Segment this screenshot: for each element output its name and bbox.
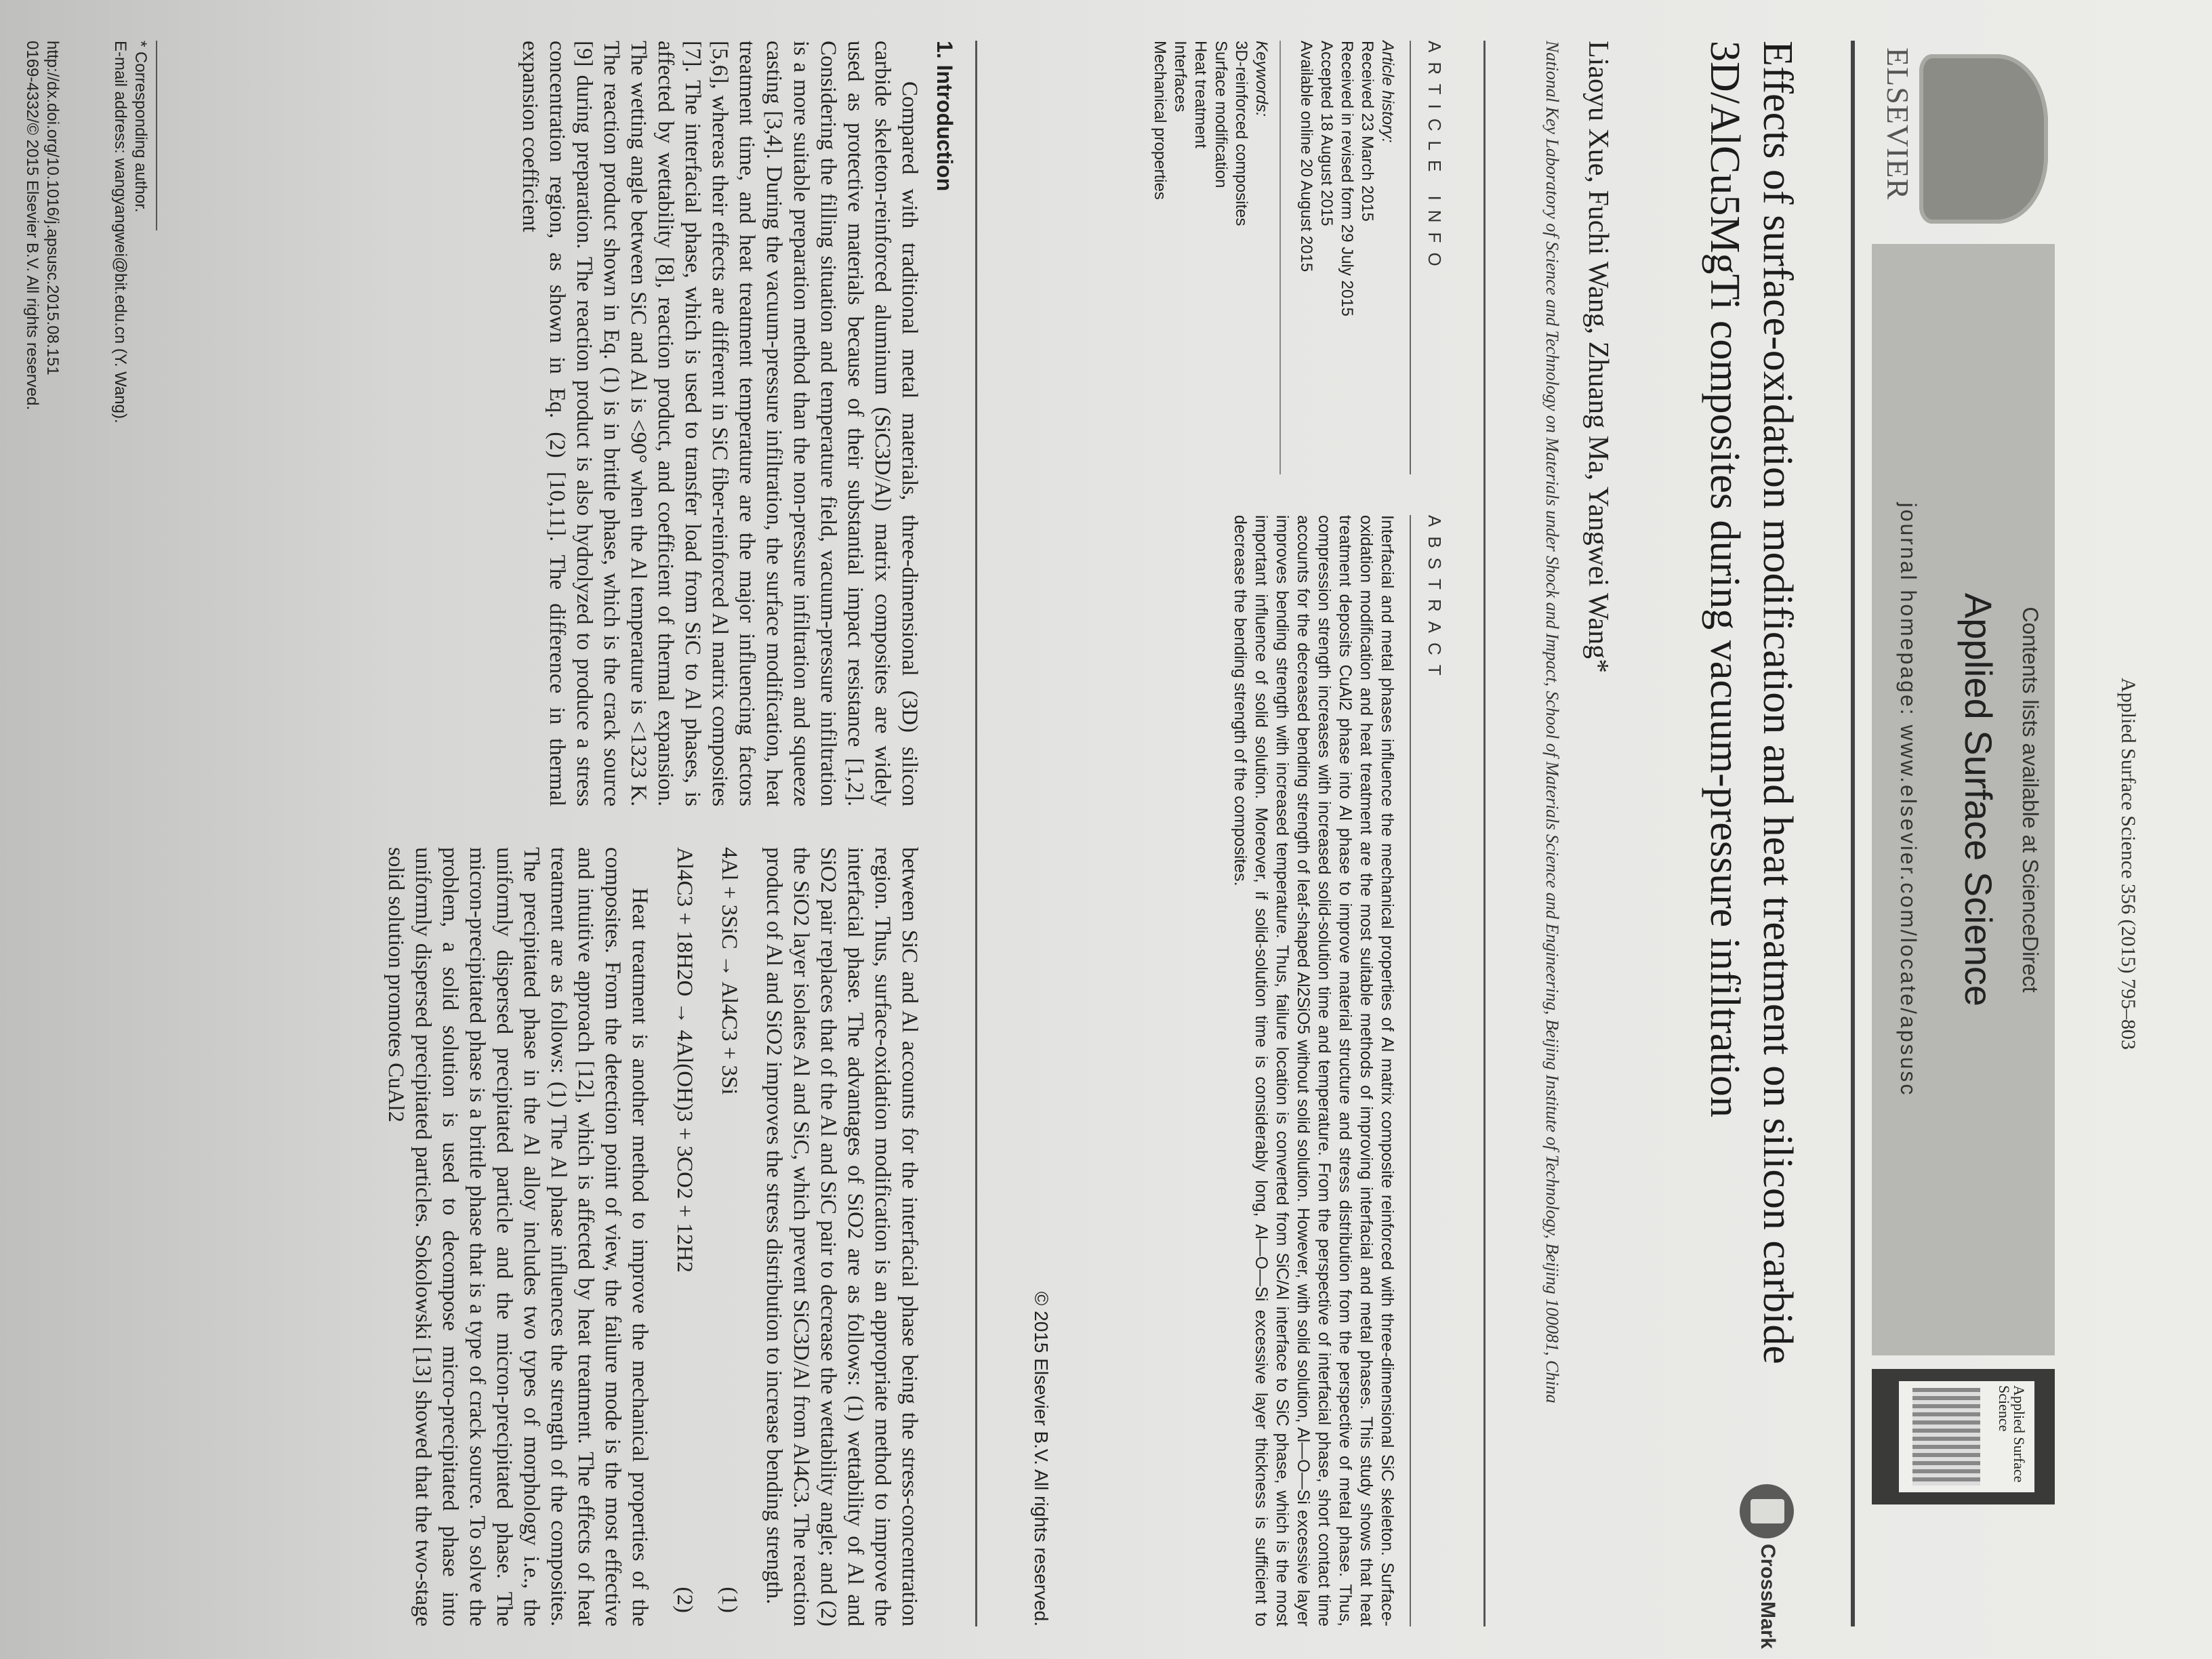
journal-title: Applied Surface Science bbox=[1957, 592, 2000, 1007]
journal-cover bbox=[1872, 1369, 2055, 1504]
history-item: Received 23 March 2015 bbox=[1358, 41, 1376, 222]
author-list: Liaoyu Xue, Fuchi Wang, Zhuang Ma, Yangwei Wang* bbox=[1582, 41, 1614, 674]
doi-block bbox=[22, 41, 62, 410]
doi-link[interactable]: http://dx.doi.org/10.1016/j.apsusc.2015.08.151 bbox=[43, 41, 62, 375]
keyword-item: Interfaces bbox=[1171, 41, 1189, 112]
intro-paragraph: Compared with traditional metal materials, three-dimensional (3D) silicon carbide skeleton-reinforced aluminum (SiC3D/Al) matrix composites are widely used as protective materials because of their substantial impact resistance [1,2]. Considering the filling situation and temperature field, vacuum-pressure infiltration is a more suitable preparation method than the non-pressure infiltration and squeeze casting [3,4]. During the vacuum-pressure infiltration, the surface modification, heat treatment time, and heat treatment temperature are the major influencing factors [5,6], whereas their effects are different in SiC fiber-reinforced Al matrix composites [7]. The interfacial phase, which is used to transfer load from SiC to Al phases, is affected by wettability [8], reaction product, and coefficient of thermal expansion. The wetting angle between SiC and Al is <90° when the Al temperature is <1323 K. The reaction product shown in Eq. (1) is in brittle phase, which is the crack source [9] during preparation. The reaction product is also hydrolyzed to produce a stress concentration region, as shown in Eq. (2) [10,11]. The difference in thermal expansion coefficient bbox=[518, 41, 922, 806]
body-right-column bbox=[382, 847, 923, 1626]
abstract-heading: ABSTRACT bbox=[1425, 515, 1445, 685]
crossmark-badge[interactable] bbox=[1726, 1484, 1794, 1650]
keyword-item: 3D-reinforced composites bbox=[1232, 41, 1250, 226]
article-info-rule bbox=[1410, 41, 1411, 474]
journal-masthead bbox=[1872, 41, 2055, 1626]
contents-line: Contents lists available at ScienceDirect bbox=[2018, 607, 2043, 993]
equation-2-formula: Al4C3 + 18H2O → 4Al(OH)3 + 3CO2 + 12H2 bbox=[672, 847, 697, 1273]
crossmark-label: CrossMark bbox=[1757, 1544, 1779, 1650]
affiliation: National Key Laboratory of Science and Technology on Materials under Shock and Impact, School of Materials Science and Engineering, Beijing Institute of Technology, Beijing 100081, China bbox=[1542, 41, 1562, 1404]
equation-2 bbox=[671, 847, 698, 1626]
keywords-label: Keywords: bbox=[1252, 41, 1271, 117]
equation-1 bbox=[716, 847, 743, 1626]
keyword-item: Heat treatment bbox=[1191, 41, 1210, 148]
article-info-heading: ARTICLE INFO bbox=[1425, 41, 1445, 276]
corresponding-author-note: * Corresponding author. bbox=[131, 41, 150, 213]
history-label: Article history: bbox=[1378, 41, 1397, 143]
history-item: Accepted 18 August 2015 bbox=[1317, 41, 1336, 226]
journal-homepage: journal homepage: www.elsevier.com/locate/apsusc bbox=[1896, 502, 1921, 1097]
cover-title: Applied Surface Science bbox=[1996, 1385, 2028, 1483]
intro-paragraph: Heat treatment is another method to improve the mechanical properties of the composites. From the detection point of view, the failure mode is the most effective and intuitive approach [12], which is affected by heat treatment. The effects of heat treatment are as follows: (1) The Al phase influences the strength of the composites. The precipitated phase in the Al alloy includes two types of morphology i.e., the uniformly dispersed precipitated particle and the micron-precipitated phase. The micron-precipitated phase is a brittle phase that is a type of crack source. To solve the problem, a solid solution is used to decompose micro-precipitated phase into uniformly dispersed precipitated particles. Sokolowski [13] showed that the two-stage solid solution promotes CuAl2 bbox=[384, 847, 652, 1626]
title-rule bbox=[1483, 41, 1486, 1626]
email-address[interactable]: E-mail address: wangyangwei@bit.edu.cn (Y. Wang). bbox=[111, 41, 129, 424]
cover-art-icon bbox=[1912, 1388, 1980, 1486]
keyword-item: Surface modification bbox=[1212, 41, 1230, 188]
body-left-column bbox=[516, 41, 923, 806]
intro-paragraph: between SiC and Al accounts for the interfacial phase being the stress-concentration region. Thus, surface-oxidation modification is an appropriate method to improve the interfacial phase. The advantages of SiO2 are as follows: (1) wettability of Al and SiO2 pair replaces that of the Al and SiC pair to decrease the wettability angle; and (2) the SiO2 layer isolates Al and SiC, which prevent SiC3D/Al from Al4C3. The reaction product of Al and SiO2 improves the stress distribution to increase bending strength. bbox=[762, 847, 922, 1626]
abstract-text: Interfacial and metal phases influence the mechanical properties of Al matrix composite reinforced with three-dimensional SiC skeleton. Surface-oxidation modification and heat treatment are the most suitable methods of improving interfacial and metal phases. This study shows that heat treatment deposits CuAl2 phase into Al phase to improve material structure and stress distribution from the perspective of metal phase. Thus, compression strength increases with increased solid-solution time and temperature. From the perspective of interfacial phase, short contact time accounts for the decreased bending strength of leaf-shaped Al2SiO5 without solid solution. However, with solid solution, Al—O—Si excessive layer improves bending strength with increased temperature. Thus, failure location is converted from SiC/Al interface to SiC phase, which is the most important influence of solid solution. Moreover, if solid-solution time is considerably long, Al—O—Si excessive layer thickness is sufficient to decrease the bending strength of the composites. bbox=[1231, 515, 1397, 1626]
footnote-rule bbox=[156, 41, 157, 230]
publisher-name: ELSEVIER bbox=[1881, 47, 1915, 201]
abstract-bottom-rule bbox=[975, 41, 977, 1626]
running-header: Applied Surface Science 356 (2015) 795–803 bbox=[2117, 678, 2139, 1050]
keywords-rule bbox=[1279, 41, 1281, 474]
equation-1-number: (1) bbox=[717, 1586, 741, 1613]
history-item: Received in revised form 29 July 2015 bbox=[1338, 41, 1356, 316]
journal-banner bbox=[1872, 244, 2055, 1355]
masthead-rule bbox=[1851, 41, 1855, 1626]
elsevier-logo bbox=[1872, 41, 2055, 244]
equation-1-formula: 4Al + 3SiC → Al4C3 + 3Si bbox=[717, 847, 741, 1095]
issn-copyright: 0169-4332/© 2015 Elsevier B.V. All rights reserved. bbox=[23, 41, 41, 411]
abstract-copyright: © 2015 Elsevier B.V. All rights reserved. bbox=[1031, 1291, 1052, 1626]
article-title: Effects of surface-oxidation modification and heat treatment on silicon carbide 3D/AlCu5MgTi composites during vacuum-pressure infiltration bbox=[1702, 41, 1801, 1364]
abstract-rule bbox=[1410, 515, 1411, 1626]
equation-2-number: (2) bbox=[672, 1586, 697, 1613]
keyword-item: Mechanical properties bbox=[1151, 41, 1169, 200]
footnote bbox=[110, 41, 150, 424]
history-item: Available online 20 August 2015 bbox=[1297, 41, 1315, 272]
article-info bbox=[1149, 41, 1397, 474]
introduction-heading: 1. Introduction bbox=[933, 41, 957, 192]
elsevier-tree-icon bbox=[1919, 54, 2048, 224]
crossmark-icon bbox=[1740, 1484, 1794, 1538]
